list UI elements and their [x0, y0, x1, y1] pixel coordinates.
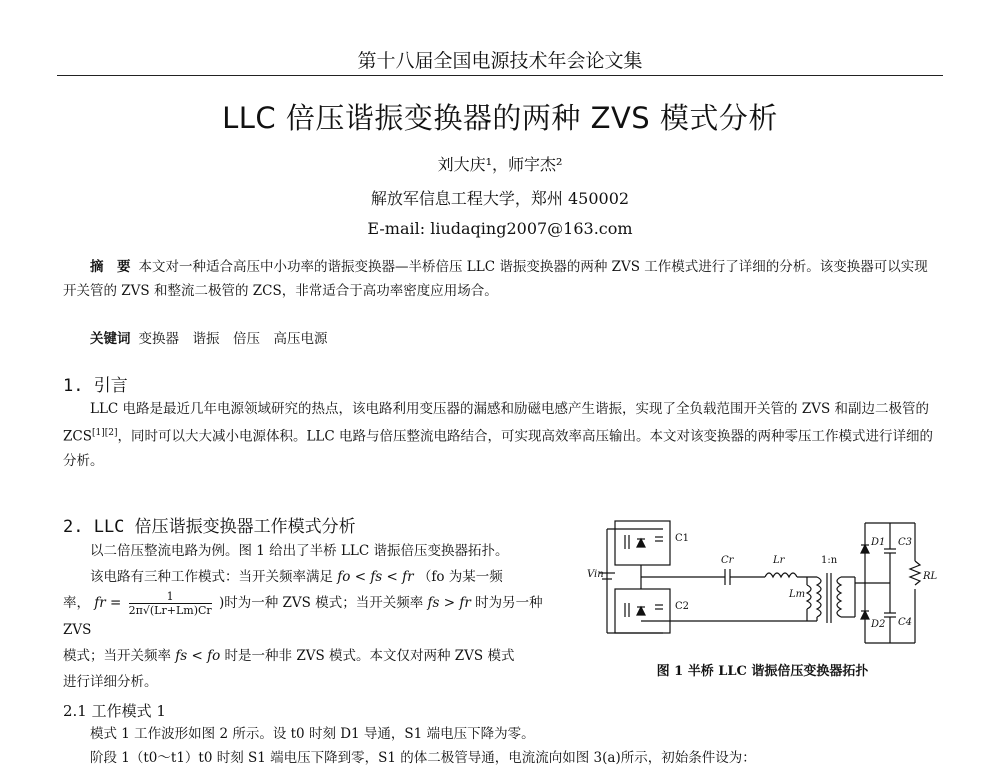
s2-p4-a: 模式；当开关频率 [63, 648, 171, 664]
label-ratio: 1:n [821, 555, 838, 566]
label-c4: C4 [898, 617, 913, 628]
authors: 刘大庆¹，师宇杰² [437, 155, 563, 174]
s2-p3-tail: 时为另一种 ZVS [63, 595, 543, 638]
affiliation: 解放军信息工程大学，郑州 450002 [370, 189, 630, 208]
fr-equation-lhs: fr = [94, 595, 122, 611]
section-2-p1: 以二倍压整流电路为例。图 1 给出了半桥 LLC 谐振倍压变换器拓扑。 [90, 543, 509, 559]
section-2-p3 [63, 590, 563, 643]
section-1-paragraph [63, 397, 939, 473]
fr-fraction [129, 590, 212, 617]
label-vin: Vin [587, 569, 604, 580]
s2-p2-note: （fo 为某一频 [417, 569, 503, 585]
header-rule [57, 75, 943, 76]
fr-numerator: 1 [129, 590, 212, 604]
section-2-p2 [63, 564, 563, 590]
label-d2: D2 [871, 619, 886, 630]
label-d1: D1 [871, 537, 886, 548]
label-c3: C3 [898, 537, 913, 548]
fr-denominator: 2π√(Lr+Lm)Cr [128, 604, 212, 617]
figure-1-caption: 图 1 半桥 LLC 谐振倍压变换器拓扑 [656, 664, 869, 679]
email: E-mail: liudaqing2007@163.com [367, 219, 633, 238]
abstract-label: 摘 要 [90, 259, 131, 275]
label-cr: Cr [721, 555, 734, 566]
citation: [1][2] [91, 428, 118, 438]
s2-p2-cond: fo < fs < fr [337, 569, 414, 585]
proceedings-header: 第十八届全国电源技术年会论文集 [357, 50, 643, 72]
s2-p3-mid: )时为一种 ZVS 模式；当开关频率 [218, 595, 424, 611]
section-2-1-p1: 模式 1 工作波形如图 2 所示。设 t0 时刻 D1 导通，S1 端电压下降为零。 [90, 726, 535, 742]
figure-1-circuit [585, 511, 940, 651]
abstract-text: 本文对一种适合高压中小功率的谐振变换器—半桥倍压 LLC 谐振变换器的两种 ZVS 工作模式进行了详细的分析。该变换器可以实现开关管的 ZVS 和整流二极管的 ZCS，非常适合于高功率密度应用场合。 [63, 259, 928, 299]
section-1-text-a: LLC 电路是最近几年电源领域研究的热点，该电路利用变压器的漏感和励磁电感产生谐振，实现了全负载范围开关管的 ZVS 和副边二极管的 ZCS [63, 401, 930, 445]
s2-p2-lead: 该电路有三种工作模式：当开关频率满足 [90, 569, 333, 585]
section-2-p5: 进行详细分析。 [63, 674, 158, 690]
s2-p3-cond: fs > fr [427, 595, 471, 611]
section-2-body [63, 538, 563, 695]
s2-p4-cond: fs < fo [175, 648, 221, 664]
section-2-p4 [63, 643, 563, 669]
section-2-1-heading: 2.1 工作模式 1 [63, 702, 166, 720]
label-c1: C1 [675, 533, 690, 544]
keywords [63, 327, 939, 351]
label-rl: RL [923, 571, 938, 582]
abstract [63, 255, 939, 303]
paper-title: LLC 倍压谐振变换器的两种 ZVS 模式分析 [222, 101, 778, 135]
section-1-heading: 1. 引言 [63, 376, 128, 396]
s2-p4-b: 时是一种非 ZVS 模式。本文仅对两种 ZVS 模式 [224, 648, 515, 664]
label-lm: Lm [789, 589, 806, 600]
keywords-label: 关键词 [90, 331, 131, 347]
section-2-heading: 2. LLC 倍压谐振变换器工作模式分析 [63, 517, 356, 537]
s2-p3-lead: 率， [63, 595, 90, 611]
section-1-text-b: ，同时可以大大减小电源体积。LLC 电路与倍压整流电路结合，可实现高效率高压输出。本文对该变换器的两种零压工作模式进行详细的分析。 [63, 428, 934, 469]
label-c2: C2 [675, 601, 690, 612]
section-2-1-p2: 阶段 1（t0～t1）t0 时刻 S1 端电压下降到零，S1 的体二极管导通，电流流向如图 3(a)所示，初始条件设为： [90, 750, 756, 766]
keywords-text: 变换器 谐振 倍压 高压电源 [138, 331, 328, 347]
label-lr: Lr [773, 555, 785, 566]
